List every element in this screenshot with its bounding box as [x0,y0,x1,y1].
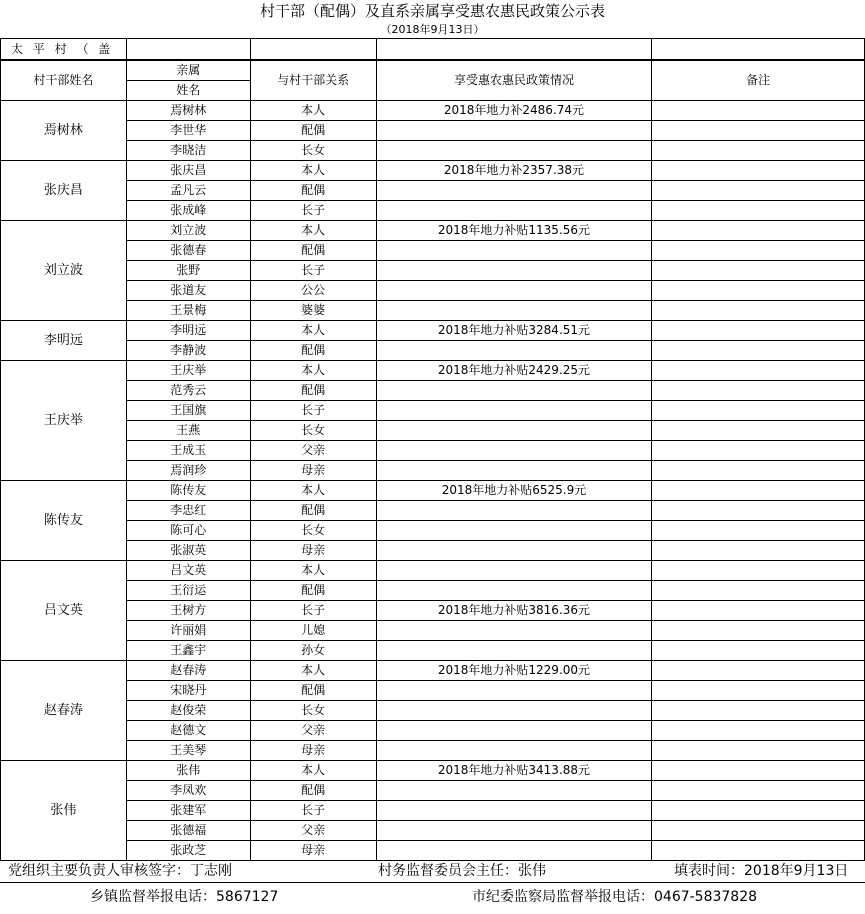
remark-cell [652,541,865,561]
relative-name-cell: 李世华 [126,121,250,141]
table-row [1,581,865,601]
relative-name-cell: 王燕 [126,421,250,441]
relation-cell: 配偶 [250,581,376,601]
table-row [1,441,865,461]
policy-table [0,60,865,861]
remark-cell [652,781,865,801]
relation-cell: 本人 [250,221,376,241]
table-row [1,761,865,781]
remark-cell [652,201,865,221]
cadre-name-cell: 李明远 [1,321,127,361]
relative-name-cell: 焉润珍 [126,461,250,481]
policy-cell [376,501,652,521]
policy-cell [376,681,652,701]
policy-cell: 2018年地力补贴1135.56元 [376,221,652,241]
relative-name-cell: 李晓洁 [126,141,250,161]
relation-cell: 配偶 [250,181,376,201]
relative-name-cell: 宋晓丹 [126,681,250,701]
table-row [1,321,865,341]
remark-cell [652,681,865,701]
policy-cell [376,561,652,581]
remark-cell [652,361,865,381]
policy-cell [376,721,652,741]
header-cadre-name: 村干部姓名 [1,61,127,101]
policy-cell [376,821,652,841]
relation-cell: 长女 [250,701,376,721]
village-name: 太 平 村 （ 盖 [1,39,127,60]
table-row [1,701,865,721]
relation-cell: 本人 [250,161,376,181]
table-row [1,481,865,501]
relation-cell: 本人 [250,101,376,121]
remark-cell [652,581,865,601]
remark-cell [652,841,865,861]
remark-cell [652,481,865,501]
relation-cell: 母亲 [250,541,376,561]
remark-cell [652,121,865,141]
remark-cell [652,701,865,721]
table-row [1,541,865,561]
village-empty-cell [250,39,376,60]
remark-cell [652,141,865,161]
remark-cell [652,321,865,341]
policy-cell: 2018年地力补贴3816.36元 [376,601,652,621]
policy-cell: 2018年地力补2357.38元 [376,161,652,181]
relation-cell: 母亲 [250,461,376,481]
footer-hotlines [0,886,865,908]
relative-name-cell: 范秀云 [126,381,250,401]
table-row [1,261,865,281]
cadre-name-cell: 陈传友 [1,481,127,561]
relative-name-cell: 张政芝 [126,841,250,861]
fill-date: 填表时间：2018年9月13日 [674,863,849,879]
relative-name-cell: 张淑英 [126,541,250,561]
table-row [1,521,865,541]
footer-signatures [0,860,865,883]
policy-cell [376,261,652,281]
cadre-name-cell: 吕文英 [1,561,127,661]
relation-cell: 配偶 [250,681,376,701]
relative-name-cell: 李凤欢 [126,781,250,801]
relative-name-cell: 王美琴 [126,741,250,761]
policy-cell [376,121,652,141]
policy-cell [376,381,652,401]
remark-cell [652,241,865,261]
policy-cell [376,621,652,641]
city-hotline: 市纪委监察局监督举报电话：0467-5837828 [472,889,758,905]
relation-cell: 长女 [250,421,376,441]
cadre-name-cell: 张伟 [1,761,127,861]
remark-cell [652,421,865,441]
relative-name-cell: 王树方 [126,601,250,621]
relation-cell: 配偶 [250,121,376,141]
policy-cell [376,701,652,721]
relative-name-cell: 陈可心 [126,521,250,541]
table-row [1,641,865,661]
remark-cell [652,161,865,181]
table-row [1,161,865,181]
remark-cell [652,561,865,581]
table-row [1,661,865,681]
policy-cell [376,461,652,481]
cadre-name-cell: 王庆举 [1,361,127,481]
relative-name-cell: 王国旗 [126,401,250,421]
relative-name-cell: 张野 [126,261,250,281]
policy-cell [376,801,652,821]
policy-cell [376,781,652,801]
remark-cell [652,341,865,361]
remark-cell [652,721,865,741]
relation-cell: 长子 [250,261,376,281]
relative-name-cell: 刘立波 [126,221,250,241]
header-relative-top: 亲属 [126,61,250,81]
remark-cell [652,281,865,301]
relation-cell: 配偶 [250,341,376,361]
sheet-date: （2018年9月13日） [380,23,485,36]
policy-cell [376,181,652,201]
relation-cell: 长女 [250,521,376,541]
policy-cell [376,741,652,761]
remark-cell [652,741,865,761]
remark-cell [652,401,865,421]
remark-cell [652,501,865,521]
sheet-title: 村干部（配偶）及直系亲属享受惠农惠民政策公示表 [259,2,605,20]
table-row [1,201,865,221]
relation-cell: 父亲 [250,821,376,841]
policy-cell: 2018年地力补2486.74元 [376,101,652,121]
relative-name-cell: 李静波 [126,341,250,361]
relation-cell: 父亲 [250,441,376,461]
table-row [1,241,865,261]
policy-cell: 2018年地力补贴3413.88元 [376,761,652,781]
town-hotline: 乡镇监督举报电话：5867127 [90,889,279,905]
header-relative-bottom: 姓名 [126,81,250,101]
table-row [1,461,865,481]
relation-cell: 配偶 [250,381,376,401]
relation-cell: 配偶 [250,501,376,521]
table-row [1,721,865,741]
policy-cell [376,581,652,601]
relative-name-cell: 张道友 [126,281,250,301]
relative-name-cell: 张德春 [126,241,250,261]
relation-cell: 本人 [250,761,376,781]
relation-cell: 配偶 [250,241,376,261]
relation-cell: 孙女 [250,641,376,661]
remark-cell [652,621,865,641]
village-empty-cell [126,39,250,60]
supervision-director: 村务监督委员会主任：张伟 [378,863,546,879]
relative-name-cell: 王衍运 [126,581,250,601]
cadre-name-cell: 刘立波 [1,221,127,321]
relation-cell: 长子 [250,801,376,821]
relative-name-cell: 王景梅 [126,301,250,321]
relative-name-cell: 赵春涛 [126,661,250,681]
relation-cell: 公公 [250,281,376,301]
table-row [1,741,865,761]
relative-name-cell: 张伟 [126,761,250,781]
table-row [1,601,865,621]
table-row [1,381,865,401]
party-signature: 党组织主要负责人审核签字：丁志刚 [8,863,232,879]
relation-cell: 配偶 [250,781,376,801]
remark-cell [652,301,865,321]
remark-cell [652,181,865,201]
relation-cell: 儿媳 [250,621,376,641]
policy-cell: 2018年地力补贴1229.00元 [376,661,652,681]
table-row [1,841,865,861]
remark-cell [652,381,865,401]
table-row [1,501,865,521]
remark-cell [652,761,865,781]
policy-cell [376,401,652,421]
relation-cell: 长子 [250,401,376,421]
village-empty-cell [376,39,652,60]
policy-cell [376,241,652,261]
remark-cell [652,441,865,461]
relative-name-cell: 王庆举 [126,361,250,381]
table-row [1,621,865,641]
remark-cell [652,821,865,841]
relation-cell: 长子 [250,201,376,221]
village-empty-cell [652,39,865,60]
header-remark: 备注 [652,61,865,101]
policy-cell [376,141,652,161]
relative-name-cell: 王成玉 [126,441,250,461]
relative-name-cell: 焉树林 [126,101,250,121]
relation-cell: 本人 [250,361,376,381]
relation-cell: 母亲 [250,841,376,861]
table-row [1,181,865,201]
relative-name-cell: 李明远 [126,321,250,341]
policy-cell [376,841,652,861]
table-row [1,221,865,241]
policy-cell [376,441,652,461]
relative-name-cell: 吕文英 [126,561,250,581]
remark-cell [652,221,865,241]
relative-name-cell: 陈传友 [126,481,250,501]
village-row [1,39,865,60]
table-row [1,121,865,141]
policy-cell [376,341,652,361]
remark-cell [652,661,865,681]
table-row [1,801,865,821]
remark-cell [652,101,865,121]
policy-cell [376,201,652,221]
relation-cell: 本人 [250,561,376,581]
policy-cell: 2018年地力补贴3284.51元 [376,321,652,341]
relative-name-cell: 张成峰 [126,201,250,221]
relative-name-cell: 许丽娟 [126,621,250,641]
policy-cell: 2018年地力补贴2429.25元 [376,361,652,381]
table-row [1,821,865,841]
relation-cell: 婆婆 [250,301,376,321]
table-row [1,781,865,801]
remark-cell [652,801,865,821]
remark-cell [652,641,865,661]
relative-name-cell: 张德福 [126,821,250,841]
relation-cell: 父亲 [250,721,376,741]
policy-cell [376,521,652,541]
policy-cell [376,421,652,441]
relation-cell: 长女 [250,141,376,161]
relative-name-cell: 孟凡云 [126,181,250,201]
remark-cell [652,601,865,621]
table-row [1,421,865,441]
table-row [1,301,865,321]
remark-cell [652,521,865,541]
relative-name-cell: 李忠红 [126,501,250,521]
header-policy: 享受惠农惠民政策情况 [376,61,652,101]
header-relation: 与村干部关系 [250,61,376,101]
relative-name-cell: 赵俊荣 [126,701,250,721]
relative-name-cell: 张建军 [126,801,250,821]
remark-cell [652,461,865,481]
policy-cell: 2018年地力补贴6525.9元 [376,481,652,501]
village-row-table [0,38,865,60]
relation-cell: 长子 [250,601,376,621]
relation-cell: 本人 [250,321,376,341]
table-row [1,361,865,381]
relative-name-cell: 张庆昌 [126,161,250,181]
policy-cell [376,541,652,561]
relation-cell: 本人 [250,661,376,681]
policy-cell [376,641,652,661]
table-row [1,101,865,121]
table-row [1,281,865,301]
table-row [1,681,865,701]
cadre-name-cell: 焉树林 [1,101,127,161]
relative-name-cell: 王鑫宇 [126,641,250,661]
table-row [1,141,865,161]
policy-cell [376,281,652,301]
remark-cell [652,261,865,281]
relation-cell: 本人 [250,481,376,501]
table-row [1,561,865,581]
cadre-name-cell: 赵春涛 [1,661,127,761]
relation-cell: 母亲 [250,741,376,761]
table-row [1,341,865,361]
policy-cell [376,301,652,321]
table-row [1,401,865,421]
header-row [1,61,865,81]
relative-name-cell: 赵德文 [126,721,250,741]
cadre-name-cell: 张庆昌 [1,161,127,221]
